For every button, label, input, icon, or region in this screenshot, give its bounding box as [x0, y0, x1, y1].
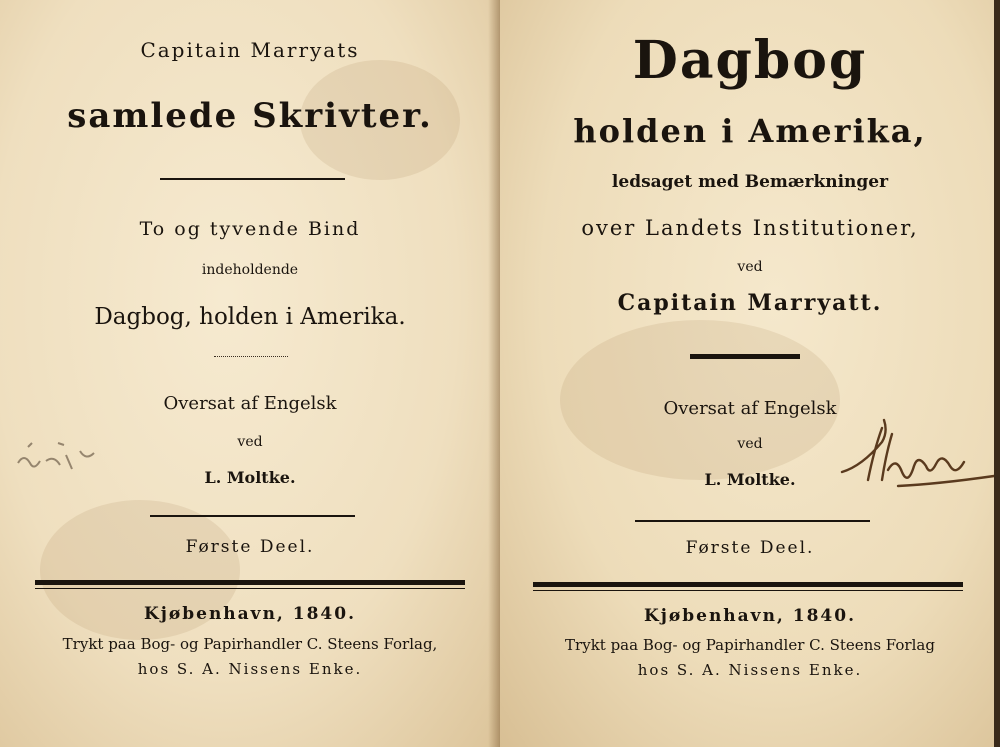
- printer-line: Trykt paa Bog- og Papirhandler C. Steens Forlag,: [62, 635, 438, 653]
- work-title: Dagbog, holden i Amerika.: [94, 304, 406, 330]
- volume-number: To og tyvende Bind: [139, 218, 361, 240]
- by-label: ved: [237, 434, 263, 450]
- main-title: Dagbog: [632, 30, 868, 91]
- translation-note: Oversat af Engelsk: [663, 398, 837, 419]
- author-name: Capitain Marryatt.: [617, 290, 883, 316]
- part-label: Første Deel.: [685, 538, 815, 558]
- right-page-title: [500, 0, 1000, 747]
- containing-label: indeholdende: [201, 262, 299, 278]
- by-label: ved: [737, 259, 763, 275]
- dotted-divider: [214, 356, 288, 357]
- thick-rule: [690, 354, 800, 359]
- divider-rule: [150, 515, 355, 517]
- imprint-place-year: Kjøbenhavn, 1840.: [643, 606, 856, 626]
- part-label: Første Deel.: [185, 537, 315, 557]
- book-edge: [994, 0, 1000, 747]
- handwritten-signature: [838, 410, 998, 500]
- faded-stamp-marks: [10, 425, 130, 485]
- divider-rule: [635, 520, 870, 522]
- thin-rule: [533, 590, 963, 591]
- printer-line: Trykt paa Bog- og Papirhandler C. Steens Forlag: [565, 636, 935, 654]
- imprint-place-year: Kjøbenhavn, 1840.: [143, 604, 356, 624]
- thick-rule: [35, 580, 465, 585]
- subtitle-line-2: ledsaget med Bemærkninger: [611, 172, 889, 192]
- series-title: samlede Skrivter.: [67, 96, 433, 136]
- thin-rule: [35, 588, 465, 589]
- divider-rule: [160, 178, 345, 180]
- translation-note: Oversat af Engelsk: [163, 393, 337, 414]
- thick-rule: [533, 582, 963, 587]
- translator-name: L. Moltke.: [204, 468, 296, 487]
- subtitle: holden i Amerika,: [573, 112, 927, 150]
- subtitle-line-3: over Landets Institutioner,: [581, 216, 919, 240]
- by-label-2: ved: [737, 436, 763, 452]
- translator-name: L. Moltke.: [704, 470, 796, 489]
- printer-line-2: hos S. A. Nissens Enke.: [137, 660, 363, 678]
- printer-line-2: hos S. A. Nissens Enke.: [637, 661, 863, 679]
- series-author: Capitain Marryats: [140, 38, 360, 62]
